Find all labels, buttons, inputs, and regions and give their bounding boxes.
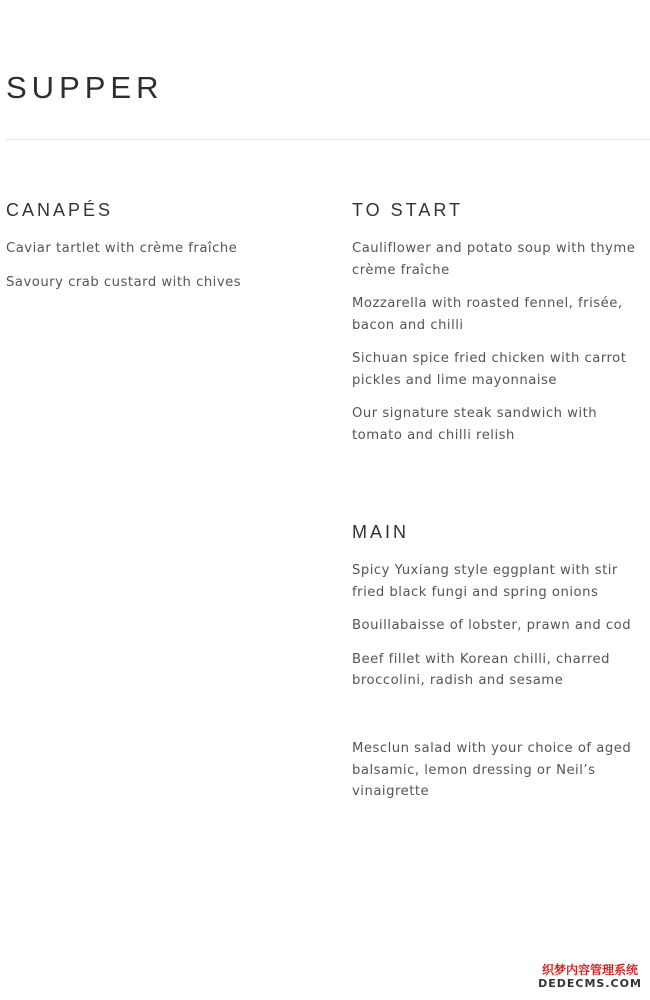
menu-item: Sichuan spice fried chicken with carrot pickles and lime mayonnaise (352, 351, 627, 388)
menu-item: Caviar tartlet with crème fraîche (6, 241, 238, 256)
menu-item: Bouillabaisse of lobster, prawn and cod (352, 618, 632, 633)
title-divider (6, 139, 650, 140)
section-heading-to-start: TO START (352, 200, 464, 220)
watermark-logo (538, 963, 642, 990)
section-heading-canapes: CANAPÉS (6, 200, 114, 220)
menu-item: Our signature steak sandwich with tomato and chilli relish (352, 406, 598, 443)
watermark-line-en: DEDECMS.COM (538, 977, 642, 990)
watermark-line-cn: 织梦内容管理系统 (541, 963, 638, 977)
menu-item: Beef fillet with Korean chilli, charred broccolini, radish and sesame (352, 651, 610, 688)
menu-item: Mozzarella with roasted fennel, frisée, bacon and chilli (352, 296, 623, 333)
section-side (352, 738, 650, 815)
menu-item: Spicy Yuxiang style eggplant with stir fried black fungi and spring onions (352, 563, 618, 600)
menu-item: Mesclun salad with your choice of aged balsamic, lemon dressing or Neil’s vinaigrette (352, 741, 632, 799)
section-to-start (352, 199, 650, 458)
menu-item: Cauliflower and potato soup with thyme crème fraîche (352, 241, 636, 278)
section-canapes (6, 199, 306, 305)
section-main (352, 521, 650, 704)
section-heading-main: MAIN (352, 522, 409, 542)
page-title: SUPPER (6, 70, 164, 105)
menu-item: Savoury crab custard with chives (6, 274, 242, 290)
